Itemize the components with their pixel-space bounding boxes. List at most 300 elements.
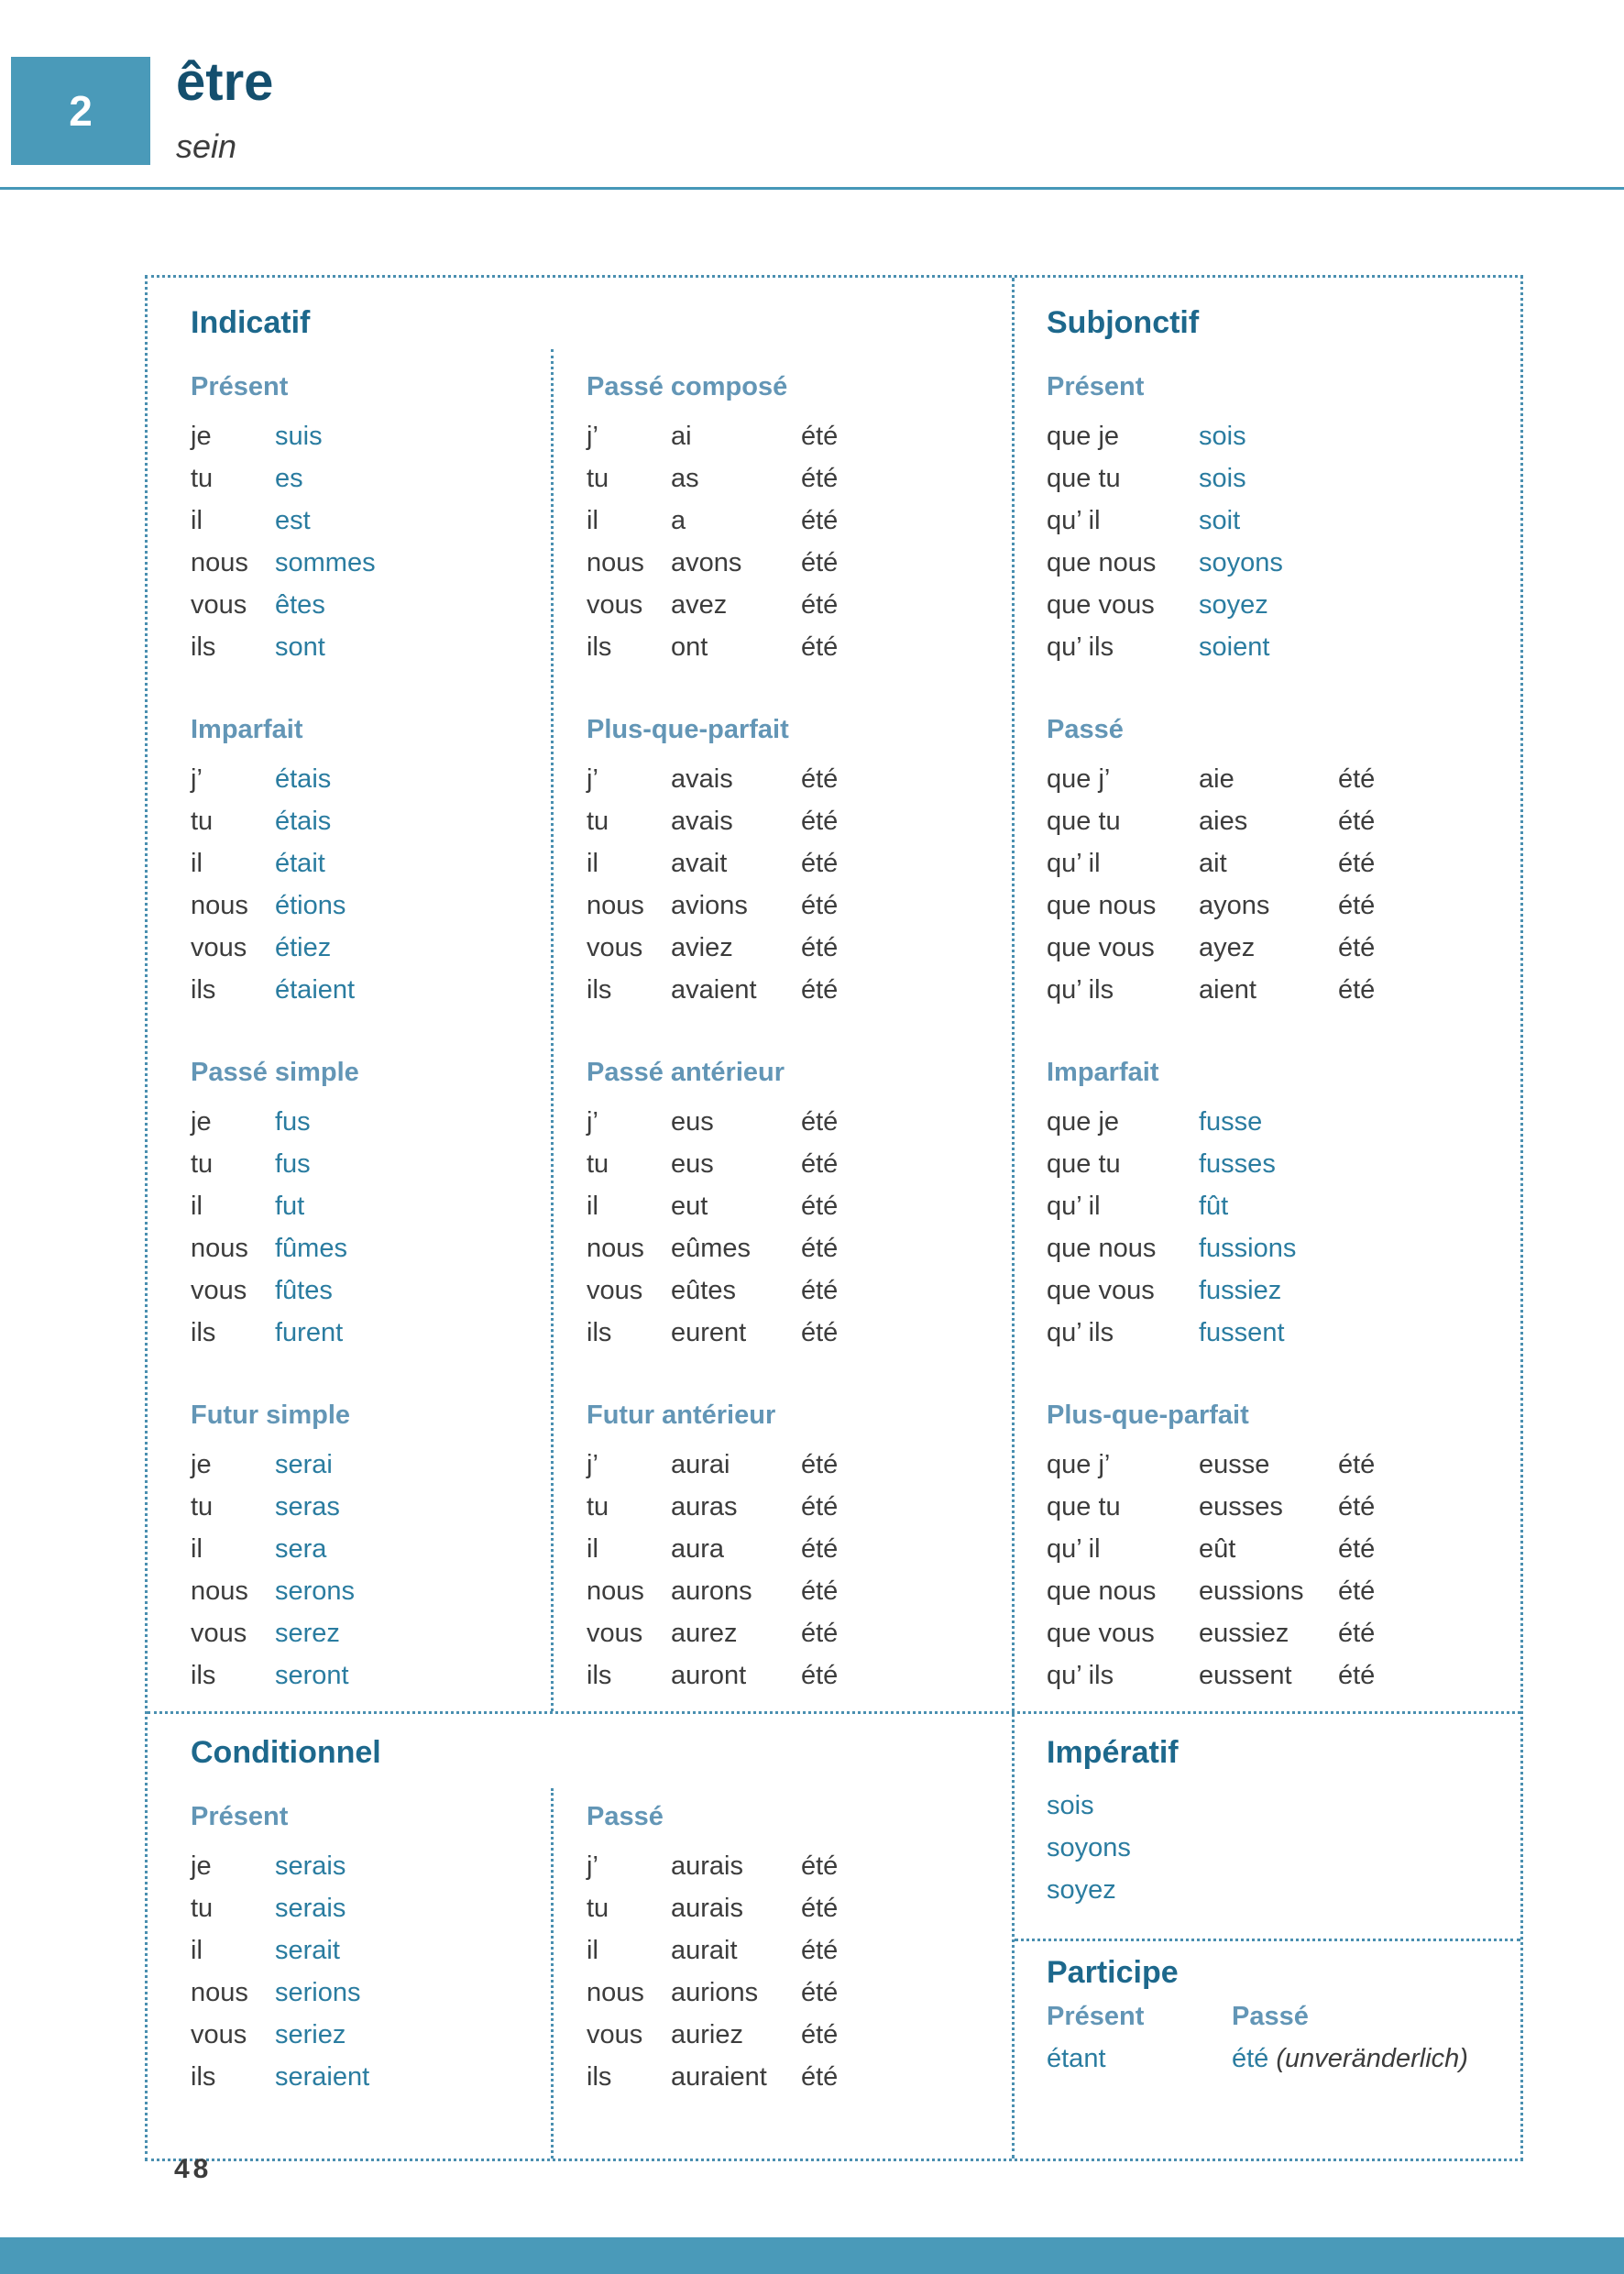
conjugation-row	[191, 415, 543, 457]
past-participle: été	[801, 1661, 839, 1690]
pronoun: ils	[587, 1661, 612, 1690]
conjugation-row	[587, 1185, 1004, 1227]
verb-form: eus	[671, 1107, 714, 1137]
conjugation-row	[1047, 1227, 1509, 1269]
verb-form: suis	[275, 422, 323, 451]
tense-block	[191, 709, 543, 1011]
pronoun: que vous	[1047, 590, 1155, 620]
verb-form: étaient	[275, 975, 356, 1005]
past-participle: été	[1338, 1534, 1376, 1564]
past-participle: été	[801, 1318, 839, 1347]
tense-block	[1047, 1394, 1509, 1697]
pronoun: nous	[587, 1576, 644, 1606]
conjugation-row	[191, 884, 543, 927]
conjugation-row	[587, 1929, 1004, 1972]
conjugation-row	[191, 927, 543, 969]
past-participle: été	[1338, 1492, 1376, 1521]
verb-form: es	[275, 464, 303, 493]
pronoun: nous	[191, 1234, 248, 1263]
conjugation-row	[191, 842, 543, 884]
verb-form: aurait	[671, 1936, 738, 1965]
tense-block	[191, 1796, 543, 2098]
conjugation-row	[191, 1887, 543, 1929]
imperatif-forms	[1047, 1785, 1523, 1911]
conjugation-row	[587, 1570, 1004, 1612]
conjugation-row	[1047, 1101, 1509, 1143]
verb-form: aurais	[671, 1851, 743, 1881]
imperative-form: soyez	[1047, 1875, 1116, 1905]
verb-form: aies	[1199, 807, 1248, 836]
tense-label: Présent	[191, 1802, 289, 1831]
pronoun: vous	[191, 1619, 247, 1648]
conjugation-row	[1047, 758, 1509, 800]
past-participle: été	[801, 764, 839, 794]
chapter-number-box	[11, 57, 150, 165]
verb-form: aurez	[671, 1619, 738, 1648]
verb-form: eurent	[671, 1318, 747, 1347]
pronoun: j’	[587, 764, 598, 794]
pronoun: nous	[587, 891, 644, 920]
past-participle: été	[801, 891, 839, 920]
pronoun: tu	[191, 1492, 214, 1521]
tense-label: Passé simple	[191, 1058, 359, 1087]
conjugation-table	[145, 275, 1523, 2161]
pronoun: il	[191, 1192, 203, 1221]
pronoun: je	[191, 422, 212, 451]
pronoun: que j’	[1047, 1450, 1111, 1479]
tense-label: Futur antérieur	[587, 1401, 776, 1430]
conjugation-row	[191, 2014, 543, 2056]
verb-form: avez	[671, 590, 728, 620]
pronoun: il	[587, 1936, 598, 1965]
verb-form: avions	[671, 891, 748, 920]
conjugation-row	[191, 500, 543, 542]
participe-forms-row	[1047, 2038, 1523, 2080]
verb-form: sont	[275, 632, 325, 662]
tense-label: Imparfait	[1047, 1058, 1159, 1087]
verb-form: fûtes	[275, 1276, 333, 1305]
pronoun: vous	[587, 2020, 643, 2049]
pronoun: nous	[587, 548, 644, 577]
pronoun: que tu	[1047, 807, 1121, 836]
section-title-indicatif: Indicatif	[191, 305, 311, 340]
conjugation-row	[587, 626, 1004, 668]
tense-label: Plus-que-parfait	[1047, 1401, 1249, 1430]
conjugation-row	[1047, 1143, 1509, 1185]
past-participle: été	[801, 1936, 839, 1965]
pronoun: tu	[587, 1492, 609, 1521]
conjugation-row	[1047, 1486, 1509, 1528]
verb-form: eus	[671, 1149, 714, 1179]
verb-form: fûmes	[275, 1234, 347, 1263]
pronoun: vous	[587, 933, 643, 962]
conjugation-row	[191, 800, 543, 842]
conjugation-row	[1047, 969, 1509, 1011]
header-rule	[0, 187, 1624, 190]
past-participle: été	[801, 464, 839, 493]
conjugation-row	[1047, 457, 1509, 500]
past-participle: été	[801, 1149, 839, 1179]
conjugation-row	[1047, 1269, 1509, 1312]
conjugation-row	[1047, 500, 1509, 542]
pronoun: ils	[587, 632, 612, 662]
verb-form: seraient	[275, 2062, 370, 2092]
participe-passe-label: Passé	[1232, 2002, 1309, 2031]
verb-form: ait	[1199, 849, 1227, 878]
past-participle: été	[1338, 891, 1376, 920]
past-participle: été	[801, 422, 839, 451]
conjugation-row	[587, 1887, 1004, 1929]
verb-form: était	[275, 849, 325, 878]
tense-block	[587, 1051, 1004, 1354]
pronoun: tu	[587, 807, 609, 836]
conjugation-row	[587, 2056, 1004, 2098]
past-participle: été	[801, 632, 839, 662]
conjugation-row	[191, 1570, 543, 1612]
conjugation-row	[1047, 542, 1509, 584]
verb-form: serez	[275, 1619, 340, 1648]
verb-form: eussiez	[1199, 1619, 1289, 1648]
verb-form: auraient	[671, 2062, 767, 2092]
verb-form: avons	[671, 548, 742, 577]
tense-label: Passé composé	[587, 372, 788, 401]
verb-form: ont	[671, 632, 708, 662]
past-participle: été	[801, 2062, 839, 2092]
pronoun: ils	[191, 975, 216, 1005]
pronoun: il	[587, 1192, 598, 1221]
tense-label: Futur simple	[191, 1401, 351, 1430]
conjugation-row	[1047, 626, 1509, 668]
conjugation-row	[191, 457, 543, 500]
pronoun: que je	[1047, 1107, 1120, 1137]
participe-present-label: Présent	[1047, 2002, 1145, 2031]
verb-form: furent	[275, 1318, 344, 1347]
tense-label: Plus-que-parfait	[587, 715, 789, 744]
pronoun: ils	[587, 1318, 612, 1347]
conjugation-row	[587, 1486, 1004, 1528]
past-participle: été	[1338, 1619, 1376, 1648]
conjugation-row	[587, 969, 1004, 1011]
verb-form: soyons	[1199, 548, 1283, 577]
conjugation-row	[1047, 1654, 1509, 1697]
conjugation-row	[1047, 1612, 1509, 1654]
participe-present-form: étant	[1047, 2044, 1106, 2073]
participe-passe-note: (unveränderlich)	[1276, 2044, 1468, 2073]
verb-form: fut	[275, 1192, 305, 1221]
conjugation-row	[587, 1227, 1004, 1269]
verb-form: aura	[671, 1534, 725, 1564]
conjugation-row	[191, 1185, 543, 1227]
verb-form: as	[671, 464, 699, 493]
pronoun: j’	[587, 422, 598, 451]
conjugation-row	[1047, 800, 1509, 842]
tense-label: Présent	[191, 372, 289, 401]
past-participle: été	[1338, 1450, 1376, 1479]
verb-form: eusse	[1199, 1450, 1270, 1479]
verb-form: étais	[275, 764, 332, 794]
pronoun: nous	[191, 1978, 248, 2007]
pronoun: que tu	[1047, 1149, 1121, 1179]
verb-form: fusses	[1199, 1149, 1276, 1179]
verb-form: auront	[671, 1661, 747, 1690]
conjugation-row	[191, 1528, 543, 1570]
pronoun: tu	[191, 464, 214, 493]
pronoun: que j’	[1047, 764, 1111, 794]
conjugation-row	[191, 2056, 543, 2098]
past-participle: été	[801, 1851, 839, 1881]
pronoun: nous	[191, 1576, 248, 1606]
verb-form: serait	[275, 1936, 340, 1965]
divider-indicatif-columns	[551, 349, 554, 1711]
verb-form: seras	[275, 1492, 340, 1521]
tense-block	[191, 1394, 543, 1697]
verb-form: soit	[1199, 506, 1241, 535]
verb-form: eûtes	[671, 1276, 736, 1305]
conjugation-row	[1047, 1312, 1509, 1354]
section-subjonctif	[1015, 278, 1523, 1711]
past-participle: été	[801, 1978, 839, 2007]
past-participle: été	[801, 1234, 839, 1263]
section-title-subjonctif: Subjonctif	[1047, 305, 1200, 340]
pronoun: tu	[191, 807, 214, 836]
pronoun: il	[587, 849, 598, 878]
conjugation-row	[587, 927, 1004, 969]
section-indicatif	[148, 278, 1015, 1711]
conjugation-row	[587, 1528, 1004, 1570]
pronoun: il	[191, 849, 203, 878]
verb-form: a	[671, 506, 686, 535]
past-participle: été	[801, 590, 839, 620]
section-conditionnel	[148, 1711, 1015, 2159]
past-participle: été	[801, 2020, 839, 2049]
verb-title: être	[176, 52, 274, 112]
verb-form: serions	[275, 1978, 361, 2007]
past-participle: été	[801, 1576, 839, 1606]
verb-form: soient	[1199, 632, 1270, 662]
pronoun: tu	[587, 1149, 609, 1179]
pronoun: vous	[191, 590, 247, 620]
divider-main-horizontal	[148, 1711, 1520, 1714]
pronoun: ils	[587, 2062, 612, 2092]
past-participle: été	[801, 548, 839, 577]
conjugation-row	[587, 1312, 1004, 1354]
tense-label: Présent	[1047, 372, 1145, 401]
conjugation-row	[191, 1143, 543, 1185]
conjugation-row	[587, 884, 1004, 927]
verb-form: sommes	[275, 548, 376, 577]
verb-form: auriez	[671, 2020, 743, 2049]
conjugation-row	[587, 800, 1004, 842]
verb-form: eussions	[1199, 1576, 1304, 1606]
verb-translation: sein	[176, 127, 237, 165]
section-imperatif	[1015, 1711, 1523, 1939]
indicatif-column-2	[587, 366, 1004, 1697]
verb-form: avais	[671, 807, 733, 836]
conjugation-row	[191, 1654, 543, 1697]
pronoun: vous	[191, 933, 247, 962]
verb-form: seront	[275, 1661, 349, 1690]
past-participle: été	[1338, 764, 1376, 794]
section-title-participe: Participe	[1047, 1955, 1179, 1990]
pronoun: il	[191, 506, 203, 535]
conjugation-row	[1047, 927, 1509, 969]
verb-form: ayons	[1199, 891, 1270, 920]
verb-form: fussions	[1199, 1234, 1297, 1263]
pronoun: j’	[587, 1450, 598, 1479]
conditionnel-column-2	[587, 1796, 1004, 2098]
past-participle: été	[801, 1192, 839, 1221]
pronoun: j’	[587, 1107, 598, 1137]
conjugation-row	[587, 1444, 1004, 1486]
conjugation-row	[1047, 1570, 1509, 1612]
conjugation-row	[1047, 1185, 1509, 1227]
page-number: 48	[174, 2154, 213, 2184]
pronoun: ils	[191, 1318, 216, 1347]
pronoun: vous	[587, 1276, 643, 1305]
pronoun: ils	[191, 632, 216, 662]
verb-form: avait	[671, 849, 728, 878]
pronoun: je	[191, 1450, 212, 1479]
pronoun: il	[191, 1534, 203, 1564]
verb-form: avais	[671, 764, 733, 794]
past-participle: été	[801, 933, 839, 962]
pronoun: je	[191, 1107, 212, 1137]
past-participle: été	[801, 1534, 839, 1564]
pronoun: que tu	[1047, 1492, 1121, 1521]
conjugation-row	[191, 1612, 543, 1654]
pronoun: ils	[191, 1661, 216, 1690]
conjugation-row	[191, 584, 543, 626]
pronoun: que vous	[1047, 933, 1155, 962]
pronoun: nous	[191, 548, 248, 577]
verb-form: serai	[275, 1450, 333, 1479]
verb-form: aurons	[671, 1576, 752, 1606]
pronoun: que vous	[1047, 1276, 1155, 1305]
divider-conditionnel-columns	[551, 1788, 554, 2159]
pronoun: tu	[587, 1894, 609, 1923]
conjugation-row	[191, 542, 543, 584]
verb-form: aurai	[671, 1450, 730, 1479]
tense-block	[1047, 366, 1509, 668]
conjugation-row	[587, 1143, 1004, 1185]
conjugation-row	[191, 1845, 543, 1887]
tense-label: Imparfait	[191, 715, 303, 744]
conjugation-row	[587, 500, 1004, 542]
verb-form: fusse	[1199, 1107, 1263, 1137]
pronoun: il	[587, 1534, 598, 1564]
verb-form: fussent	[1199, 1318, 1285, 1347]
tense-block	[191, 1051, 543, 1354]
tense-block	[587, 366, 1004, 668]
pronoun: que nous	[1047, 548, 1157, 577]
tense-label: Passé	[587, 1802, 664, 1831]
past-participle: été	[801, 1492, 839, 1521]
pronoun: vous	[587, 1619, 643, 1648]
tense-block	[1047, 1051, 1509, 1354]
verb-form: avaient	[671, 975, 757, 1005]
pronoun: j’	[587, 1851, 598, 1881]
verb-form: serons	[275, 1576, 356, 1606]
pronoun: tu	[191, 1149, 214, 1179]
conjugation-row	[1047, 884, 1509, 927]
verb-form: fus	[275, 1149, 311, 1179]
pronoun: que tu	[1047, 464, 1121, 493]
conjugation-row	[587, 1269, 1004, 1312]
conjugation-row	[1047, 1528, 1509, 1570]
tense-block	[587, 1394, 1004, 1697]
past-participle: été	[801, 1894, 839, 1923]
verb-form: seriez	[275, 2020, 346, 2049]
tense-label: Passé	[1047, 715, 1124, 744]
past-participle: été	[801, 807, 839, 836]
pronoun: tu	[587, 464, 609, 493]
past-participle: été	[801, 1450, 839, 1479]
past-participle: été	[1338, 1576, 1376, 1606]
verb-form: sera	[275, 1534, 327, 1564]
past-participle: été	[801, 506, 839, 535]
verb-form: aie	[1199, 764, 1234, 794]
verb-form: auras	[671, 1492, 738, 1521]
past-participle: été	[1338, 807, 1376, 836]
tense-block	[191, 366, 543, 668]
pronoun: nous	[587, 1234, 644, 1263]
verb-form: aviez	[671, 933, 733, 962]
verb-form: êtes	[275, 590, 325, 620]
conjugation-row	[1047, 1444, 1509, 1486]
conjugation-row	[587, 758, 1004, 800]
past-participle: été	[801, 1276, 839, 1305]
verb-form: aurions	[671, 1978, 759, 2007]
conjugation-row	[191, 1444, 543, 1486]
verb-form: étais	[275, 807, 332, 836]
pronoun: je	[191, 1851, 212, 1881]
conjugation-row	[587, 542, 1004, 584]
verb-form: aient	[1199, 975, 1256, 1005]
pronoun: ils	[587, 975, 612, 1005]
pronoun: vous	[191, 1276, 247, 1305]
conjugation-row	[1047, 842, 1509, 884]
pronoun: que nous	[1047, 1234, 1157, 1263]
section-title-conditionnel: Conditionnel	[191, 1735, 381, 1770]
participe-passe-form-word: été	[1232, 2044, 1269, 2073]
imperative-form: sois	[1047, 1791, 1094, 1820]
conditionnel-column-1	[191, 1796, 543, 2098]
pronoun: qu’ il	[1047, 1534, 1101, 1564]
participe-passe-form	[1232, 2038, 1468, 2080]
past-participle: été	[1338, 1661, 1376, 1690]
conjugation-row	[587, 842, 1004, 884]
pronoun: nous	[587, 1978, 644, 2007]
past-participle: été	[1338, 849, 1376, 878]
conjugation-row	[191, 1486, 543, 1528]
verb-form: eût	[1199, 1534, 1236, 1564]
pronoun: j’	[191, 764, 203, 794]
section-title-imperatif: Impératif	[1047, 1735, 1179, 1770]
conjugation-row	[191, 1312, 543, 1354]
conjugation-row	[587, 2014, 1004, 2056]
conjugation-row	[587, 1845, 1004, 1887]
past-participle: été	[801, 849, 839, 878]
conjugation-row	[587, 457, 1004, 500]
pronoun: qu’ il	[1047, 1192, 1101, 1221]
divider-main-vertical	[1012, 278, 1015, 2159]
tense-block	[587, 709, 1004, 1011]
verb-form: est	[275, 506, 311, 535]
conjugation-row	[191, 626, 543, 668]
pronoun: qu’ il	[1047, 506, 1101, 535]
verb-form: serais	[275, 1851, 346, 1881]
section-participe	[1015, 1939, 1523, 2159]
